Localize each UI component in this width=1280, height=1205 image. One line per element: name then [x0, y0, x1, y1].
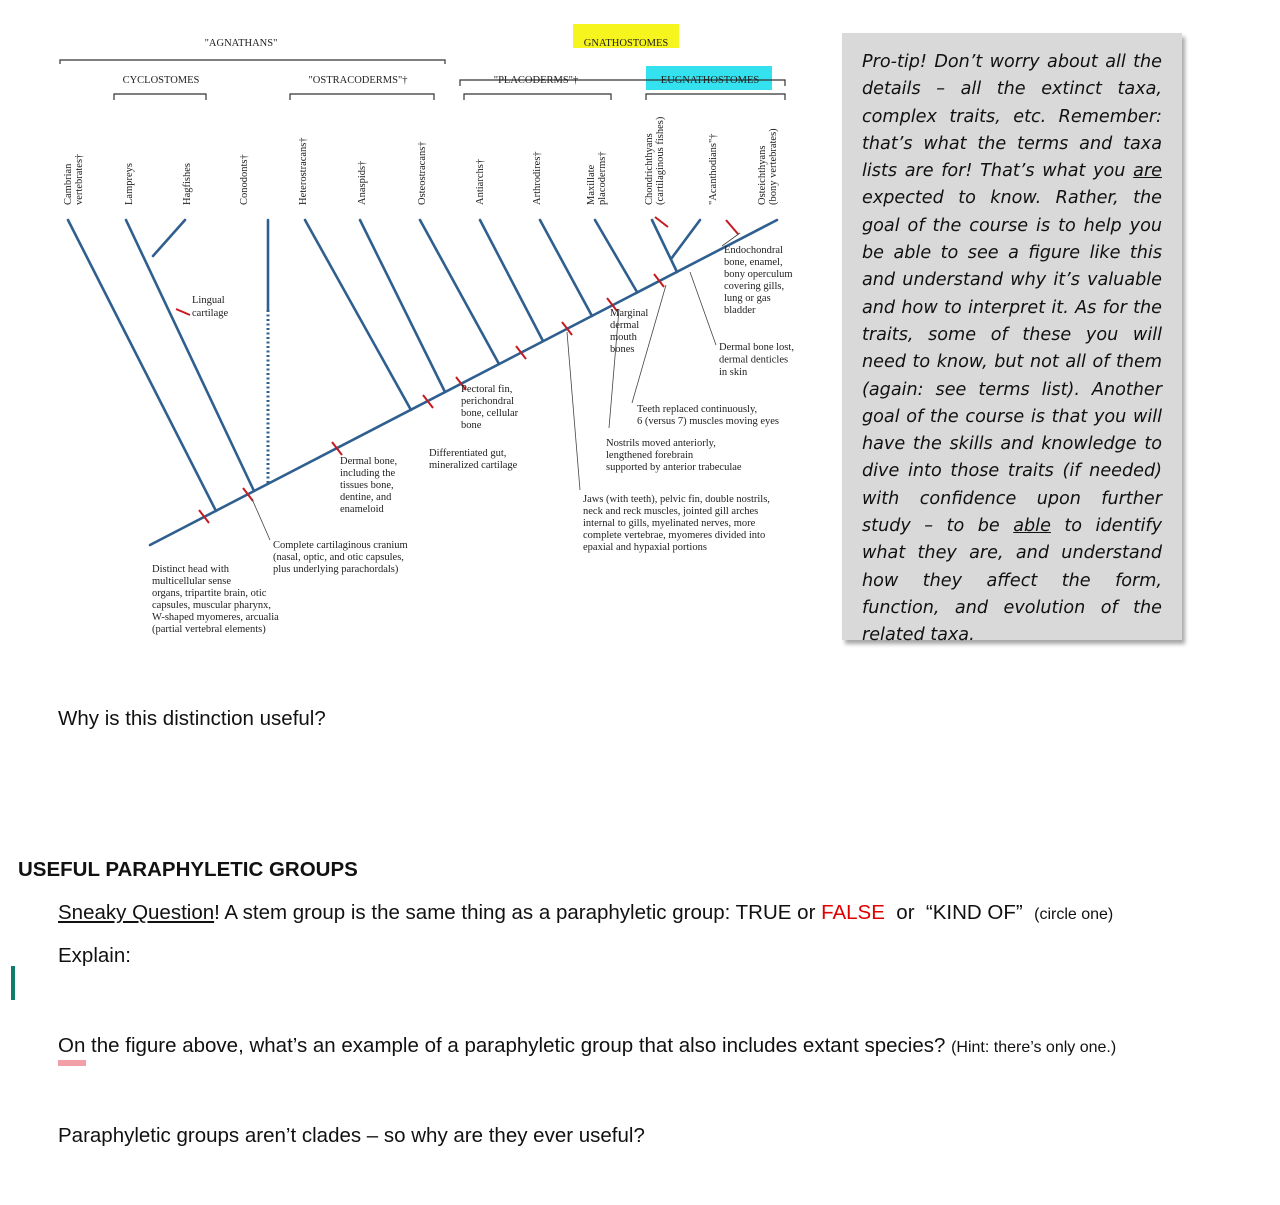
- trait-label-diff-gut: Differentiated gut,: [429, 448, 507, 459]
- trait-label-cranium: plus underlying parachordals): [273, 564, 399, 575]
- taxon-antiarchs: Antiarchs†: [475, 158, 486, 205]
- trait-label-endochondral: bladder: [724, 305, 756, 316]
- agnathans-label: "AGNATHANS": [204, 38, 278, 49]
- eugnathostomes-label: EUGNATHOSTOMES: [660, 75, 760, 86]
- taxon-heterostracans: Heterostracans†: [298, 137, 309, 205]
- trait-label-jaws: Jaws (with teeth), pelvic fin, double nostrils,: [583, 494, 770, 505]
- trait-label-endochondral: Endochondral: [724, 245, 783, 256]
- question-sneaky: [58, 901, 1113, 925]
- trait-label-jaws: neck and reck muscles, jointed gill arches: [583, 506, 759, 517]
- trait-label-nostrils: lengthened forebrain: [606, 450, 694, 461]
- tip-text-3: to identify what they are, and understand how they affect the form, function, and evolution of the related taxa.: [862, 516, 1162, 646]
- trait-label-distinct-head: organs, tripartite brain, otic: [152, 588, 267, 599]
- false-option: FALSE: [821, 901, 885, 924]
- trait-label-nostrils: Nostrils moved anteriorly,: [606, 438, 716, 449]
- cyclostomes-label: CYCLOSTOMES: [122, 75, 200, 86]
- pro-tip-box: [842, 33, 1182, 646]
- question-example-on: On: [58, 1034, 86, 1057]
- tip-text-1: Pro-tip! Don’t worry about all the details – all the extinct taxa, complex traits, etc. Remember: that’s what the terms and taxa lists are for! That’s what you: [862, 52, 1162, 182]
- spellcheck-mark: [58, 1060, 86, 1066]
- branch-osteostracans: [420, 220, 499, 364]
- branch-heterostracans: [305, 220, 411, 410]
- trait-label-dermal-bone: enameloid: [340, 504, 384, 515]
- tip-are-underlined: are: [1133, 161, 1162, 182]
- branch-hagfishes: [153, 220, 185, 256]
- trait-label-dermal-lost: dermal denticles: [719, 354, 789, 366]
- section-heading: USEFUL PARAPHYLETIC GROUPS: [18, 858, 358, 881]
- trait-label-distinct-head: Distinct head with: [152, 564, 229, 575]
- trait-label-pectoral: Pectoral fin,: [461, 384, 513, 395]
- trait-label-endochondral: bone, enamel,: [724, 257, 783, 268]
- tip-able-underlined: able: [1013, 516, 1051, 537]
- taxon-conodonts: Conodonts†: [239, 154, 250, 205]
- trait-label-nostrils: supported by anterior trabeculae: [606, 462, 742, 473]
- question-clades: Paraphyletic groups aren’t clades – so why are they ever useful?: [58, 1124, 645, 1147]
- trait-label-dermal-lost: Dermal bone lost,: [719, 342, 794, 353]
- taxon-maxillate: placoderms†: [597, 151, 608, 205]
- branch-antiarchs: [480, 220, 543, 341]
- branch-cyclostomes: [126, 220, 254, 491]
- trait-label-dermal-bone: tissues bone,: [340, 480, 394, 491]
- trait-label-pectoral: perichondral: [461, 396, 515, 407]
- taxon-cambrian: vertebrates†: [74, 153, 85, 205]
- trait-label-teeth: Teeth replaced continuously,: [637, 404, 758, 415]
- ostracoderms-label: "OSTRACODERMS"†: [308, 75, 408, 86]
- trait-label-endochondral: lung or gas: [724, 293, 771, 304]
- question-distinction: Why is this distinction useful?: [58, 707, 326, 730]
- branch-chondrichthyans: [652, 220, 677, 272]
- taxon-osteichthyans: (bony vertebrates): [768, 128, 779, 205]
- trait-label-distinct-head: capsules, muscular pharynx,: [152, 600, 271, 611]
- trait-label-pectoral: bone: [461, 420, 482, 431]
- branch-acanthodians: [671, 220, 700, 259]
- taxon-acanthodians: "Acanthodians"†: [708, 133, 719, 205]
- trait-label-marginal: mouth: [610, 332, 637, 343]
- hint-note: (Hint: there’s only one.): [951, 1039, 1117, 1056]
- trait-label-marginal: bones: [610, 344, 635, 355]
- taxon-chondrichthyans: (cartilaginous fishes): [655, 116, 666, 205]
- trait-ticks: [176, 217, 738, 523]
- trait-label-marginal: dermal: [610, 320, 640, 331]
- taxon-chondrichthyans: Chondrichthyans: [644, 133, 655, 205]
- trait-label-cranium: Complete cartilaginous cranium: [273, 540, 408, 551]
- circle-one-note: (circle one): [1034, 906, 1114, 923]
- trait-label-jaws: internal to gills, myelinated nerves, more: [583, 518, 756, 529]
- taxon-maxillate: Maxillate: [586, 164, 597, 205]
- sneaky-question-label: Sneaky Question: [58, 901, 215, 924]
- taxon-hagfishes: Hagfishes: [182, 163, 193, 205]
- question-example: [58, 1034, 1116, 1058]
- trait-label-pectoral: bone, cellular: [461, 408, 519, 419]
- trait-label-dermal-bone: dentine, and: [340, 492, 392, 503]
- trait-label-diff-gut: mineralized cartilage: [429, 460, 518, 471]
- branch-maxillate: [595, 220, 637, 292]
- trait-label-distinct-head: multicellular sense: [152, 576, 232, 587]
- taxon-osteichthyans: Osteichthyans: [757, 145, 768, 205]
- trait-label-dermal-bone: including the: [340, 468, 396, 479]
- trait-label-lingual: cartilage: [192, 308, 229, 319]
- taxon-arthrodires: Arthrodires†: [532, 151, 543, 205]
- sneaky-question-text: ! A stem group is the same thing as a paraphyletic group: TRUE or: [214, 901, 822, 924]
- trait-label-lingual: Lingual: [192, 295, 225, 306]
- branch-anaspids: [360, 220, 445, 392]
- taxon-anaspids: Anaspids†: [357, 160, 368, 205]
- question-example-text: the figure above, what’s an example of a paraphyletic group that also includes extant species?: [85, 1034, 952, 1057]
- trait-label-cranium: (nasal, optic, and otic capsules,: [273, 552, 404, 563]
- trait-label-marginal: Marginal: [610, 308, 649, 319]
- trait-label-dermal-lost: in skin: [719, 367, 748, 378]
- trait-label-endochondral: covering gills,: [724, 281, 785, 292]
- placoderms-label: "PLACODERMS"†: [493, 75, 579, 86]
- cladogram-svg: [40, 20, 830, 660]
- kind-of-option: or “KIND OF”: [884, 901, 1035, 924]
- branch-arthrodires: [540, 220, 592, 316]
- taxon-lampreys: Lampreys: [124, 163, 135, 205]
- gnathostomes-label: GNATHOSTOMES: [583, 38, 669, 49]
- trait-label-teeth: 6 (versus 7) muscles moving eyes: [637, 416, 780, 427]
- cladogram-figure: [40, 20, 830, 660]
- explain-label: Explain:: [58, 944, 131, 967]
- tip-text-2: expected to know. Rather, the goal of the course is to help you be able to see a figure like this and understand why it’s valuable and how to interpret it. As for the traits, some of these you will need to know, but not all of them (again: see terms list). Another goal of the course is that you will have the skills and knowledge to dive into those traits (if needed) with confidence upon further study – to be: [862, 188, 1162, 537]
- trait-label-dermal-bone: Dermal bone,: [340, 456, 398, 467]
- trait-label-jaws: epaxial and hypaxial portions: [583, 542, 707, 553]
- taxon-cambrian: Cambrian: [63, 163, 74, 205]
- text-cursor: [11, 966, 15, 1000]
- taxon-osteostracans: Osteostracans†: [417, 141, 428, 205]
- trait-label-distinct-head: (partial vertebral elements): [152, 624, 266, 635]
- trait-label-endochondral: bony operculum: [724, 269, 793, 280]
- trait-label-distinct-head: W-shaped myomeres, arcualia: [152, 612, 279, 623]
- trait-label-jaws: complete vertebrae, myomeres divided into: [583, 530, 766, 541]
